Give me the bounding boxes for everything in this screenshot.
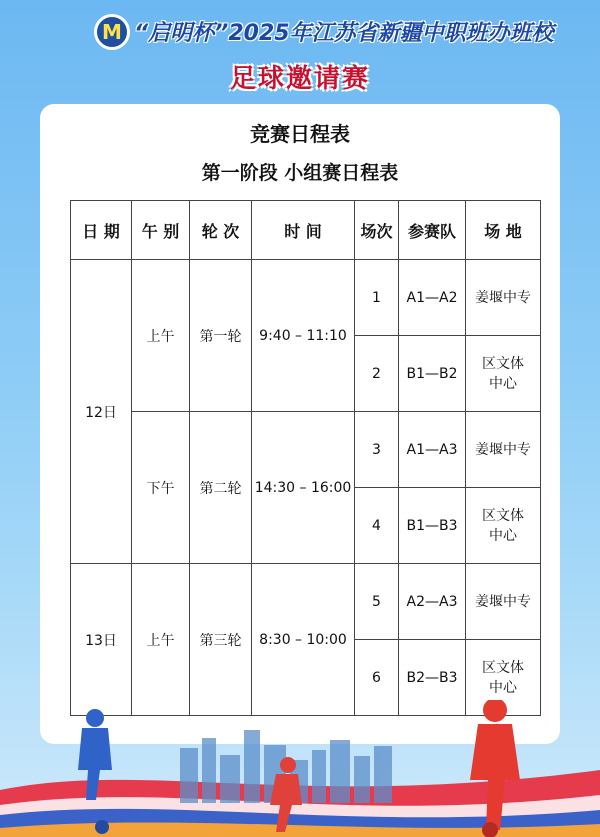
event-title: “启明杯”2025年江苏省新疆中职班办班校 — [134, 21, 554, 46]
venue-cell: 姜堰中专 — [466, 260, 541, 336]
round-cell: 第一轮 — [190, 260, 252, 412]
match-no-cell: 1 — [355, 260, 399, 336]
venue-cell: 区文体 中心 — [466, 640, 541, 716]
logo: M — [94, 14, 130, 50]
time-cell: 9:40 – 11:10 — [252, 260, 355, 412]
venue-cell: 区文体 中心 — [466, 336, 541, 412]
round-cell: 第二轮 — [190, 412, 252, 564]
time-cell: 14:30 – 16:00 — [252, 412, 355, 564]
match-no-cell: 5 — [355, 564, 399, 640]
table-row — [71, 564, 541, 640]
date-cell: 13日 — [71, 564, 132, 716]
venue-cell: 姜堰中专 — [466, 412, 541, 488]
card-title: 竞赛日程表 — [250, 122, 350, 146]
teams-cell: A1—A2 — [399, 260, 466, 336]
header-match-no: 场次 — [355, 201, 399, 260]
schedule-table — [70, 200, 541, 716]
date-cell: 12日 — [71, 260, 132, 564]
event-subtitle: 足球邀请赛 — [229, 64, 370, 94]
teams-cell: B1—B3 — [399, 488, 466, 564]
table-row — [71, 260, 541, 336]
round-cell: 第三轮 — [190, 564, 252, 716]
teams-cell: A1—A3 — [399, 412, 466, 488]
table-row — [71, 412, 541, 488]
match-no-cell: 4 — [355, 488, 399, 564]
header-teams: 参赛队 — [399, 201, 466, 260]
teams-cell: B2—B3 — [399, 640, 466, 716]
header-period: 午 别 — [132, 201, 190, 260]
table-header-row — [71, 201, 541, 260]
header-date: 日 期 — [71, 201, 132, 260]
header-venue: 场 地 — [466, 201, 541, 260]
time-cell: 8:30 – 10:00 — [252, 564, 355, 716]
card-subtitle: 第一阶段 小组赛日程表 — [201, 162, 399, 184]
header-time: 时 间 — [252, 201, 355, 260]
period-cell: 上午 — [132, 564, 190, 716]
match-no-cell: 6 — [355, 640, 399, 716]
decorative-scene — [0, 700, 600, 837]
venue-cell: 姜堰中专 — [466, 564, 541, 640]
header-round: 轮 次 — [190, 201, 252, 260]
teams-cell: B1—B2 — [399, 336, 466, 412]
period-cell: 下午 — [132, 412, 190, 564]
teams-cell: A2—A3 — [399, 564, 466, 640]
venue-cell: 区文体 中心 — [466, 488, 541, 564]
match-no-cell: 2 — [355, 336, 399, 412]
match-no-cell: 3 — [355, 412, 399, 488]
period-cell: 上午 — [132, 260, 190, 412]
